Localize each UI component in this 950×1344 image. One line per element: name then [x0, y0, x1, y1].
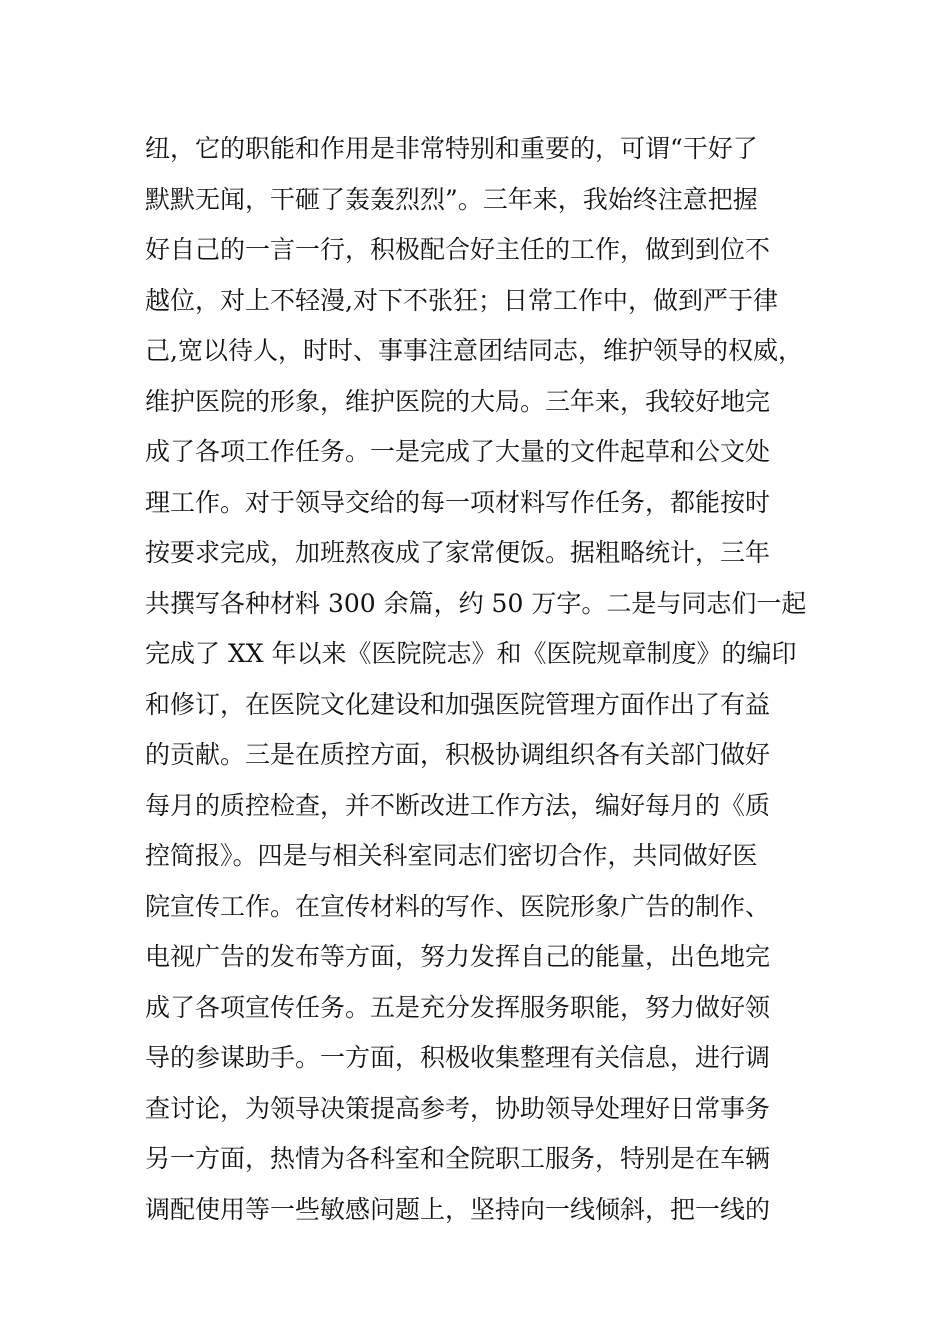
text-line: 另一方面，热情为各科室和全院职工服务，特别是在车辆 [145, 1144, 771, 1173]
text-line: 查讨论，为领导决策提高参考，协助领导处理好日常事务 [145, 1093, 771, 1123]
text-line: 成了各项工作任务。一是完成了大量的文件起草和公文处 [145, 437, 771, 466]
text-line: 控简报》。四是与相关科室同志们密切合作，共同做好医 [145, 841, 758, 870]
text-line: 院宣传工作。在宣传材料的写作、医院形象广告的制作、 [145, 891, 771, 921]
text-line: 理工作。对于领导交给的每一项材料写作任务，都能按时 [145, 487, 771, 517]
text-line: 和修订，在医院文化建设和加强医院管理方面作出了有益 [145, 689, 771, 719]
text-line: 按要求完成，加班熬夜成了家常便饭。据粗略统计，三年 [145, 538, 771, 567]
text-line: 己,宽以待人，时时、事事注意团结同志，维护领导的权威， [145, 336, 803, 365]
text-line: 纽，它的职能和作用是非常特别和重要的，可谓“干好了 [145, 134, 758, 163]
body-text [145, 124, 815, 1235]
text-line: 的贡献。三是在质控方面，积极协调组织各有关部门做好 [145, 740, 771, 769]
text-line: 成了各项宣传任务。五是充分发挥服务职能，努力做好领 [145, 992, 771, 1022]
text-line: 维护医院的形象，维护医院的大局。三年来，我较好地完 [145, 386, 771, 416]
text-line: 好自己的一言一行，积极配合好主任的工作，做到到位不 [145, 235, 771, 264]
text-line: 共撰写各种材料 300 余篇，约 50 万字。二是与同志们一起 [145, 588, 807, 618]
text-line: 调配使用等一些敏感问题上，坚持向一线倾斜，把一线的 [145, 1194, 771, 1224]
text-line: 默默无闻，干砸了轰轰烈烈”。三年来，我始终注意把握 [145, 184, 758, 214]
text-line: 越位，对上不轻漫,对下不张狂；日常工作中，做到严于律 [145, 285, 778, 315]
text-line: 导的参谋助手。一方面，积极收集整理有关信息，进行调 [145, 1043, 771, 1072]
text-line: 完成了 XX 年以来《医院院志》和《医院规章制度》的编印 [145, 639, 797, 668]
text-line: 每月的质控检查，并不断改进工作方法，编好每月的《质 [145, 790, 771, 820]
text-line: 电视广告的发布等方面，努力发挥自己的能量，出色地完 [145, 942, 771, 971]
